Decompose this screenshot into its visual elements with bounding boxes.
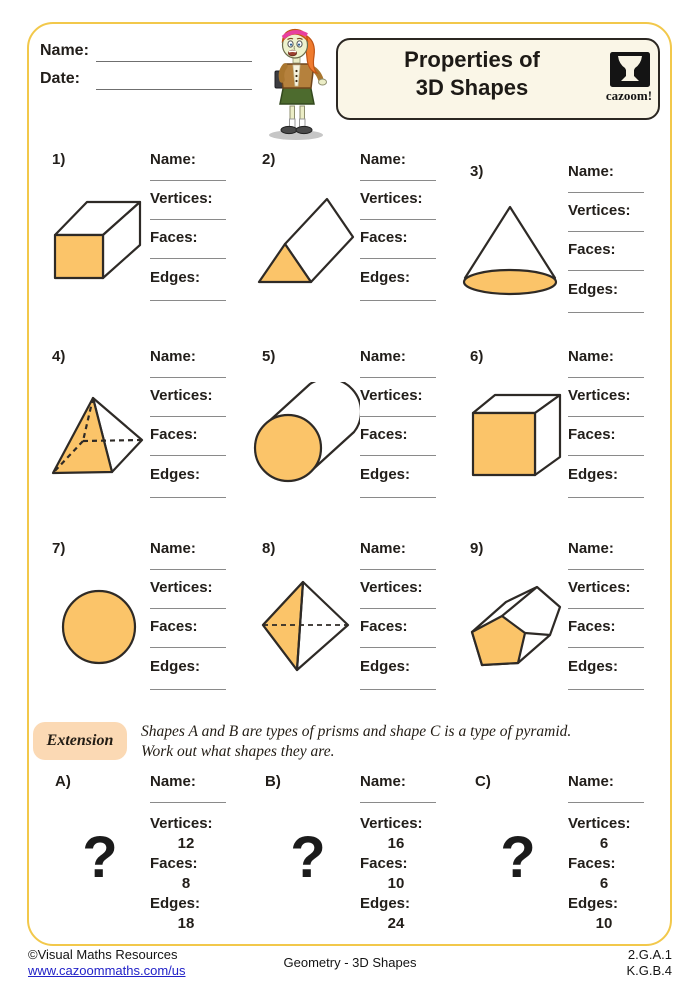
faces-label: Faces: <box>360 855 408 872</box>
copyright-text: ©Visual Maths Resources <box>28 947 178 962</box>
faces-label: Faces: <box>360 618 408 635</box>
footer-topic-text: Geometry - 3D Shapes <box>283 955 417 970</box>
name-label: Name: <box>360 540 406 557</box>
faces-label: Faces: <box>568 426 616 443</box>
edges-label: Edges: <box>150 895 201 912</box>
edges-answer-line <box>568 497 644 498</box>
faces-answer-line <box>360 258 436 259</box>
edges-label: Edges: <box>150 269 201 286</box>
website-link[interactable]: www.cazoommaths.com/us <box>28 963 186 978</box>
mystery-shape-question-mark: ? <box>82 825 118 890</box>
vertices-label: Vertices: <box>360 190 423 207</box>
edges-value: 10 <box>595 915 613 932</box>
name-answer-line <box>150 569 226 570</box>
cube-shape <box>470 390 565 480</box>
edges-label: Edges: <box>568 281 619 298</box>
name-answer-line <box>568 377 644 378</box>
vertices-label: Vertices: <box>568 579 631 596</box>
extension-item-letter: B) <box>265 773 281 790</box>
name-answer-line <box>360 802 436 803</box>
vertices-label: Vertices: <box>360 815 423 832</box>
question-number: 8) <box>262 540 276 557</box>
question-number: 9) <box>470 540 484 557</box>
extension-badge <box>33 722 127 760</box>
question-fields <box>568 163 646 315</box>
faces-answer-line <box>360 455 436 456</box>
question-fields <box>568 348 646 500</box>
question-fields <box>360 348 438 500</box>
faces-label: Faces: <box>360 229 408 246</box>
faces-answer-line <box>150 647 226 648</box>
name-label: Name: <box>360 773 406 790</box>
edges-answer-line <box>150 300 226 301</box>
edges-label: Edges: <box>360 269 411 286</box>
pentagonal-prism-shape <box>462 580 567 672</box>
faces-answer-line <box>150 455 226 456</box>
question-number: 5) <box>262 348 276 365</box>
standard-code-1: 2.G.A.1 <box>627 947 672 962</box>
edges-answer-line <box>150 689 226 690</box>
edges-label: Edges: <box>568 895 619 912</box>
extension-item-fields <box>360 773 438 933</box>
question-fields <box>150 348 228 500</box>
mystery-shape-question-mark: ? <box>290 825 326 890</box>
name-answer-line <box>150 377 226 378</box>
name-label: Name: <box>150 773 196 790</box>
edges-answer-line <box>360 689 436 690</box>
name-label: Name: <box>40 42 89 59</box>
vertices-answer-line <box>360 416 436 417</box>
cone-shape <box>458 202 563 297</box>
title-line-2: 3D Shapes <box>415 75 529 100</box>
faces-value: 8 <box>181 875 191 892</box>
faces-value: 6 <box>599 875 609 892</box>
name-label: Name: <box>360 151 406 168</box>
edges-label: Edges: <box>568 658 619 675</box>
vertices-answer-line <box>568 416 644 417</box>
extension-instruction-line2: Work out what shapes they are. <box>141 743 335 760</box>
name-label: Name: <box>150 348 196 365</box>
question-fields <box>360 151 438 303</box>
question-number: 6) <box>470 348 484 365</box>
edges-label: Edges: <box>360 466 411 483</box>
extension-item-letter: C) <box>475 773 491 790</box>
vertices-answer-line <box>150 608 226 609</box>
date-label: Date: <box>40 70 81 87</box>
faces-answer-line <box>568 270 644 271</box>
name-answer-line <box>360 377 436 378</box>
edges-label: Edges: <box>568 466 619 483</box>
vertices-label: Vertices: <box>150 387 213 404</box>
edges-answer-line <box>360 300 436 301</box>
name-write-line <box>96 61 252 62</box>
name-answer-line <box>360 180 436 181</box>
sphere-shape <box>60 588 138 666</box>
extension-item-fields <box>150 773 228 933</box>
cazoom-logo-icon <box>609 51 651 89</box>
question-number: 3) <box>470 163 484 180</box>
standard-code-2: K.G.B.4 <box>626 963 672 978</box>
vertices-label: Vertices: <box>360 387 423 404</box>
extension-item-letter: A) <box>55 773 71 790</box>
name-label: Name: <box>568 540 614 557</box>
edges-value: 24 <box>387 915 405 932</box>
faces-label: Faces: <box>568 241 616 258</box>
name-answer-line <box>568 192 644 193</box>
vertices-value: 12 <box>177 835 195 852</box>
cazoom-logo-text: cazoom! <box>605 88 653 103</box>
edges-answer-line <box>568 689 644 690</box>
faces-answer-line <box>568 455 644 456</box>
name-answer-line <box>568 569 644 570</box>
name-answer-line <box>150 180 226 181</box>
name-answer-line <box>360 569 436 570</box>
vertices-label: Vertices: <box>150 190 213 207</box>
edges-answer-line <box>150 497 226 498</box>
edges-label: Edges: <box>150 466 201 483</box>
square-pyramid-shape <box>42 392 152 480</box>
edges-label: Edges: <box>150 658 201 675</box>
vertices-label: Vertices: <box>150 815 213 832</box>
vertices-answer-line <box>568 231 644 232</box>
name-label: Name: <box>568 163 614 180</box>
vertices-answer-line <box>150 219 226 220</box>
triangular-prism-shape <box>250 192 358 287</box>
question-number: 4) <box>52 348 66 365</box>
tetrahedron-shape <box>256 578 356 674</box>
question-fields <box>360 540 438 692</box>
worksheet-title <box>352 46 592 102</box>
name-label: Name: <box>150 540 196 557</box>
edges-answer-line <box>568 312 644 313</box>
question-fields <box>150 540 228 692</box>
vertices-value: 16 <box>387 835 405 852</box>
faces-label: Faces: <box>150 426 198 443</box>
mystery-shape-question-mark: ? <box>500 825 536 890</box>
faces-label: Faces: <box>150 618 198 635</box>
name-label: Name: <box>568 348 614 365</box>
extension-heading: Extension <box>46 732 114 749</box>
question-number: 1) <box>52 151 66 168</box>
faces-value: 10 <box>387 875 405 892</box>
faces-label: Faces: <box>150 229 198 246</box>
vertices-label: Vertices: <box>360 579 423 596</box>
name-answer-line <box>568 802 644 803</box>
faces-label: Faces: <box>150 855 198 872</box>
edges-value: 18 <box>177 915 195 932</box>
name-answer-line <box>150 802 226 803</box>
vertices-answer-line <box>360 608 436 609</box>
edges-answer-line <box>360 497 436 498</box>
vertices-answer-line <box>360 219 436 220</box>
name-label: Name: <box>150 151 196 168</box>
question-number: 2) <box>262 151 276 168</box>
faces-answer-line <box>568 647 644 648</box>
vertices-label: Vertices: <box>568 387 631 404</box>
edges-label: Edges: <box>360 658 411 675</box>
question-number: 7) <box>52 540 66 557</box>
vertices-label: Vertices: <box>568 815 631 832</box>
question-fields <box>568 540 646 692</box>
vertices-label: Vertices: <box>150 579 213 596</box>
faces-label: Faces: <box>568 618 616 635</box>
faces-label: Faces: <box>568 855 616 872</box>
faces-answer-line <box>150 258 226 259</box>
name-label: Name: <box>568 773 614 790</box>
edges-label: Edges: <box>360 895 411 912</box>
vertices-value: 6 <box>599 835 609 852</box>
extension-instruction-line1: Shapes A and B are types of prisms and shape C is a type of pyramid. <box>141 723 572 740</box>
cuboid-shape <box>50 196 145 284</box>
faces-label: Faces: <box>360 426 408 443</box>
name-label: Name: <box>360 348 406 365</box>
vertices-answer-line <box>568 608 644 609</box>
date-write-line <box>96 89 252 90</box>
student-character-illustration <box>258 24 334 142</box>
vertices-answer-line <box>150 416 226 417</box>
title-line-1: Properties of <box>404 47 540 72</box>
extension-item-fields <box>568 773 646 933</box>
question-fields <box>150 151 228 303</box>
cylinder-shape <box>252 382 360 485</box>
faces-answer-line <box>360 647 436 648</box>
vertices-label: Vertices: <box>568 202 631 219</box>
